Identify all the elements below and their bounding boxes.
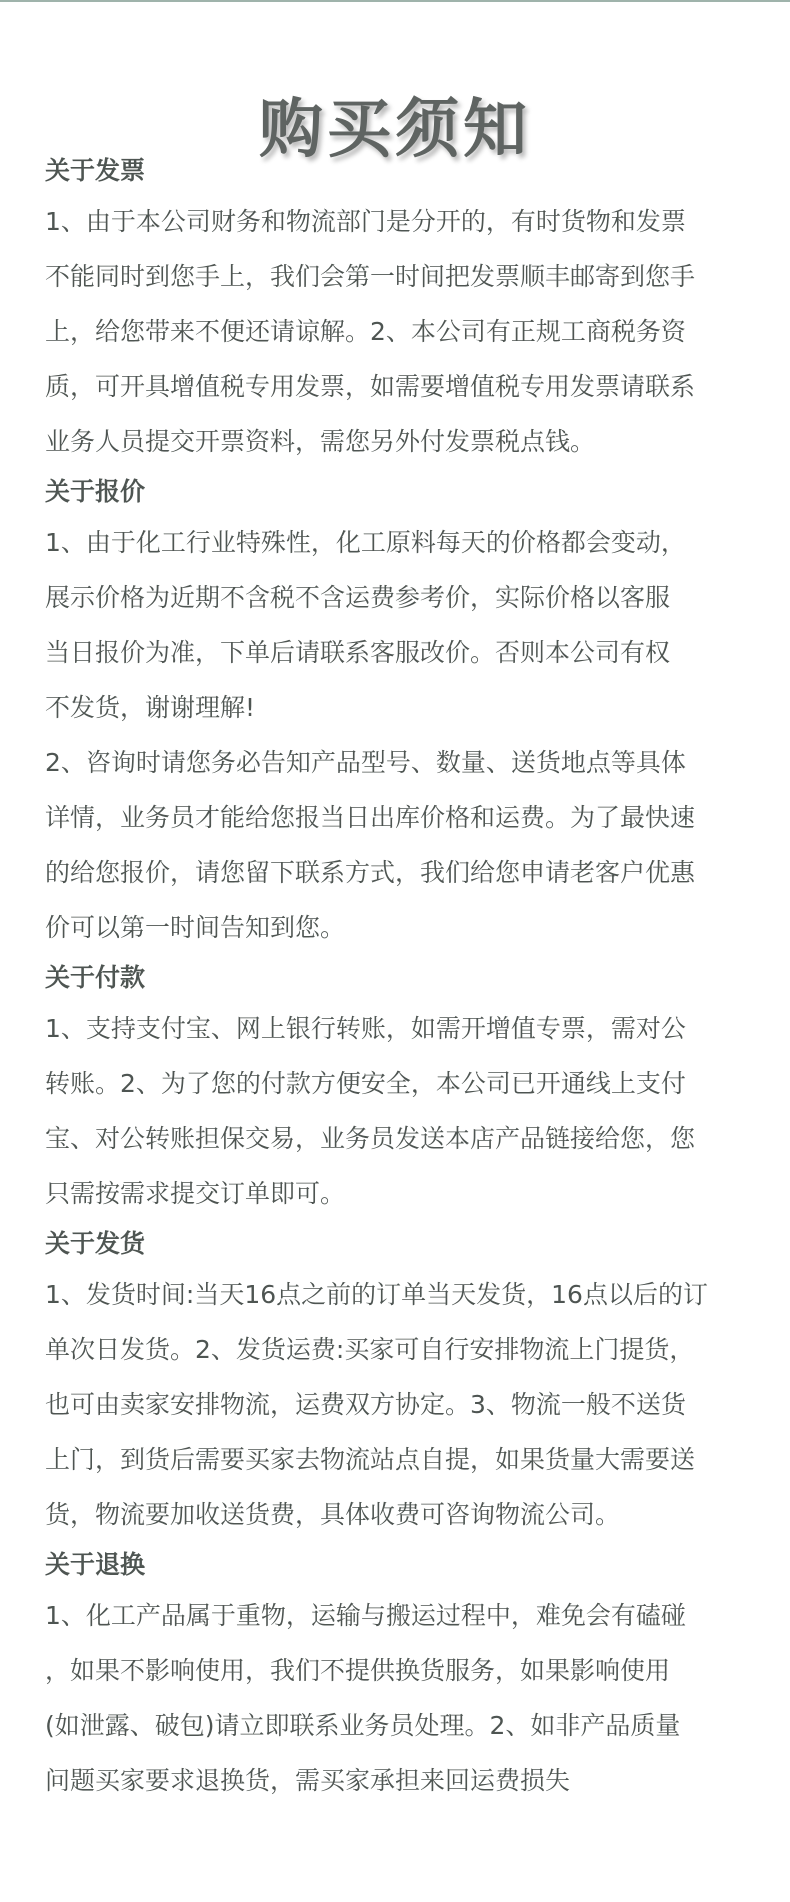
paragraph-line: (如泄露、破包)请立即联系业务员处理。2、如非产品质量: [45, 1711, 681, 1740]
paragraph-line: 上，给您带来不便还请谅解。2、本公司有正规工商税务资: [45, 317, 686, 346]
paragraph-line: 展示价格为近期不含税不含运费参考价，实际价格以客服: [45, 583, 671, 612]
paragraph-line: 2、咨询时请您务必告知产品型号、数量、送货地点等具体: [45, 748, 686, 777]
paragraph-line: 1、支持支付宝、网上银行转账，如需开增值专票，需对公: [45, 1014, 686, 1043]
paragraph-line: 转账。2、为了您的付款方便安全，本公司已开通线上支付: [45, 1069, 686, 1098]
paragraph-line: 详情，业务员才能给您报当日出库价格和运费。为了最快速: [45, 803, 696, 832]
notice-section: [45, 469, 750, 955]
paragraph-line: 1、由于化工行业特殊性，化工原料每天的价格都会变动，: [45, 528, 686, 557]
section-paragraph: [45, 194, 750, 469]
paragraph-line: 不发货，谢谢理解!: [45, 693, 256, 722]
section-heading: 关于发票: [45, 156, 146, 185]
paragraph-line: 业务人员提交开票资料，需您另外付发票税点钱。: [45, 427, 596, 456]
section-heading: 关于报价: [45, 477, 146, 506]
page-title: 购买须知: [259, 92, 531, 167]
section-paragraph: [45, 1588, 750, 1808]
section-heading: 关于付款: [45, 963, 146, 992]
notice-content: [45, 148, 750, 1808]
section-paragraph: [45, 1001, 750, 1221]
paragraph-line: 1、发货时间:当天16点之前的订单当天发货，16点以后的订: [45, 1280, 708, 1309]
paragraph-line: 当日报价为准，下单后请联系客服改价。否则本公司有权: [45, 638, 671, 667]
notice-section: [45, 148, 750, 469]
paragraph-line: 质，可开具增值税专用发票，如需要增值税专用发票请联系: [45, 372, 696, 401]
notice-section: [45, 1542, 750, 1808]
section-heading: 关于发货: [45, 1229, 146, 1258]
section-paragraph: [45, 515, 750, 735]
paragraph-line: ，如果不影响使用，我们不提供换货服务，如果影响使用: [45, 1656, 671, 1685]
notice-section: [45, 955, 750, 1221]
paragraph-line: 不能同时到您手上，我们会第一时间把发票顺丰邮寄到您手: [45, 262, 696, 291]
top-divider: [0, 0, 790, 2]
paragraph-line: 只需按需求提交订单即可。: [45, 1179, 346, 1208]
paragraph-line: 1、由于本公司财务和物流部门是分开的，有时货物和发票: [45, 207, 686, 236]
paragraph-line: 的给您报价，请您留下联系方式，我们给您申请老客户优惠: [45, 858, 696, 887]
paragraph-line: 也可由卖家安排物流，运费双方协定。3、物流一般不送货: [45, 1390, 686, 1419]
paragraph-line: 问题买家要求退换货，需买家承担来回运费损失: [45, 1766, 571, 1795]
section-paragraph: [45, 735, 750, 955]
notice-section: [45, 1221, 750, 1542]
paragraph-line: 1、化工产品属于重物，运输与搬运过程中，难免会有磕碰: [45, 1601, 686, 1630]
paragraph-line: 上门，到货后需要买家去物流站点自提，如果货量大需要送: [45, 1445, 696, 1474]
paragraph-line: 单次日发货。2、发货运费:买家可自行安排物流上门提货，: [45, 1335, 695, 1364]
section-paragraph: [45, 1267, 750, 1542]
paragraph-line: 货，物流要加收送货费，具体收费可咨询物流公司。: [45, 1500, 621, 1529]
paragraph-line: 宝、对公转账担保交易，业务员发送本店产品链接给您，您: [45, 1124, 696, 1153]
section-heading: 关于退换: [45, 1550, 146, 1579]
paragraph-line: 价可以第一时间告知到您。: [45, 913, 346, 942]
